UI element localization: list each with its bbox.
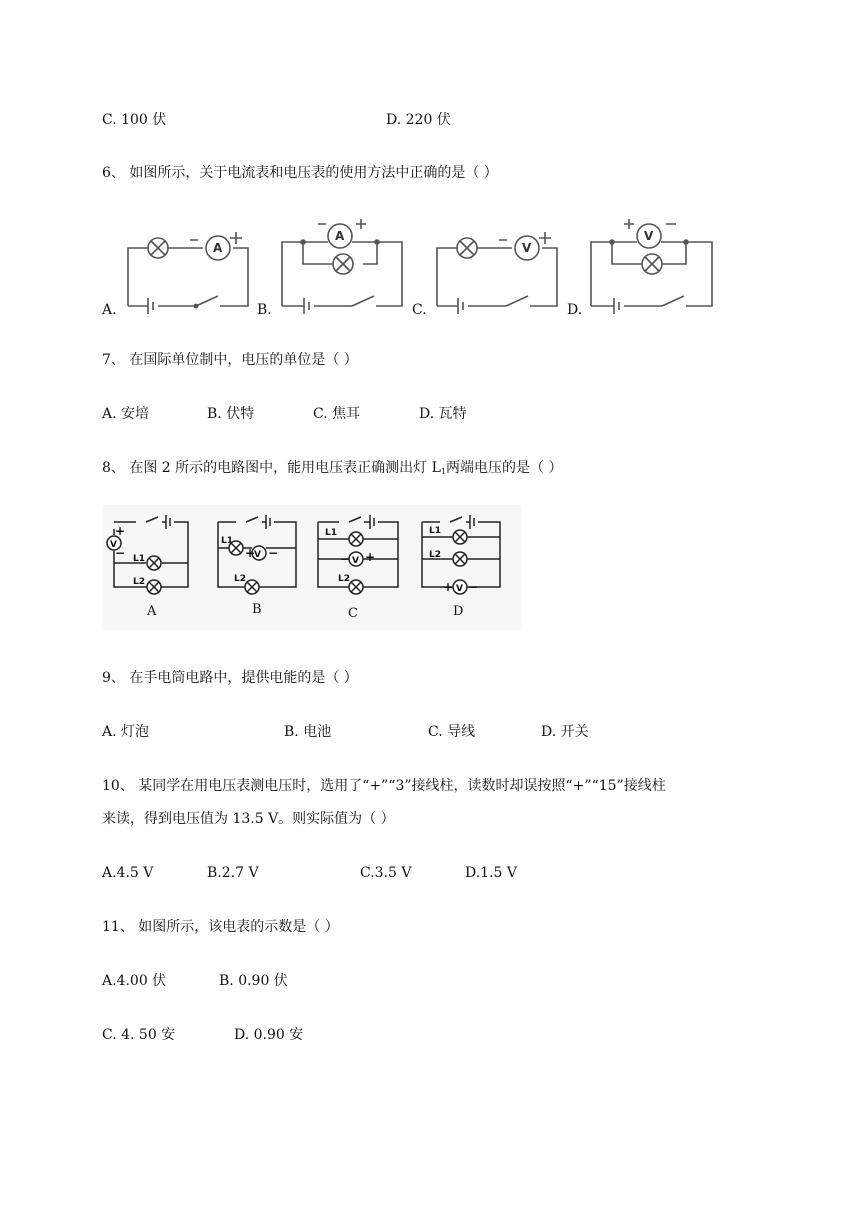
q10-stem-line1: 10、 某同学在用电压表测电压时，选用了“+”“3”接线柱，读数时却误按照“+”“15”接线柱 [102,778,666,794]
q5-option-c: C. 100 伏 [102,112,167,128]
svg-text:L1: L1 [325,528,337,538]
svg-text:+: + [365,550,376,564]
q6-stem: 6、 如图所示，关于电流表和电压表的使用方法中正确的是（ ） [102,165,498,181]
q9-stem: 9、 在手电筒电路中，提供电能的是（ ） [102,670,358,686]
q8-figure-label-d: D [453,604,464,619]
q8-figure-label-c: C [348,606,358,621]
q8-stem: 8、 在图 2 所示的电路图中，能用电压表正确测出灯 $L_1$两端电压的是（ ） [102,460,563,476]
svg-text:−: − [268,546,279,560]
svg-text:L2: L2 [429,550,441,560]
svg-text:L1: L1 [429,526,441,536]
q7-option-a: A. 安培 [102,406,150,422]
q9-option-c: C. 导线 [428,724,476,740]
svg-text:−: − [468,580,479,594]
q11-stem: 11、 如图所示，该电表的示数是（ ） [102,919,339,935]
svg-text:V: V [110,540,117,550]
svg-text:V: V [522,241,532,255]
svg-text:+: + [443,580,454,594]
q10-option-d: D.1.5 V [465,865,518,881]
q8-figure-label-b: B [252,602,262,617]
q6-circuit-a [128,232,248,314]
q10-option-b: B.2.7 V [207,865,259,881]
q6-circuit-c [437,232,557,314]
svg-text:V: V [456,584,463,594]
q9-option-b: B. 电池 [284,724,332,740]
svg-text:−: − [115,546,126,560]
q10-option-c: C.3.5 V [360,865,412,881]
q10-option-a: A.4.5 V [102,865,154,881]
svg-text:A: A [335,229,345,243]
svg-text:L2: L2 [133,577,145,587]
q6-label-c: C. [412,302,427,318]
q8-figure-label-a: A [147,604,157,619]
q5-option-d: D. 220 伏 [386,112,451,128]
svg-text:L2: L2 [234,574,246,584]
q6-label-a: A. [102,302,117,318]
q9-option-a: A. 灯泡 [102,724,150,740]
q11-option-c: C. 4. 50 安 [102,1027,176,1043]
q7-option-d: D. 瓦特 [419,406,467,422]
q6-label-b: B. [257,302,272,318]
q7-option-c: C. 焦耳 [313,406,361,422]
q11-option-a: A.4.00 伏 [102,973,167,989]
q7-stem: 7、 在国际单位制中，电压的单位是（ ） [102,352,358,368]
q10-stem-line2: 来读，得到电压值为 13.5 V。则实际值为（ ） [102,811,395,827]
svg-text:+: + [115,524,126,538]
svg-text:+: + [245,546,256,560]
q11-option-d: D. 0.90 安 [234,1027,304,1043]
svg-text:L2: L2 [338,574,350,584]
q7-option-b: B. 伏特 [207,406,255,422]
svg-text:A: A [213,241,223,255]
svg-text:L1: L1 [133,554,145,564]
svg-text:V: V [644,229,654,243]
q6-label-d: D. [567,302,583,318]
svg-text:V: V [352,556,359,566]
q9-option-d: D. 开关 [541,724,589,740]
svg-text:V: V [254,550,261,560]
q11-option-b: B. 0.90 伏 [219,973,288,989]
svg-text:L1: L1 [221,536,233,546]
svg-text:−: − [340,552,351,566]
